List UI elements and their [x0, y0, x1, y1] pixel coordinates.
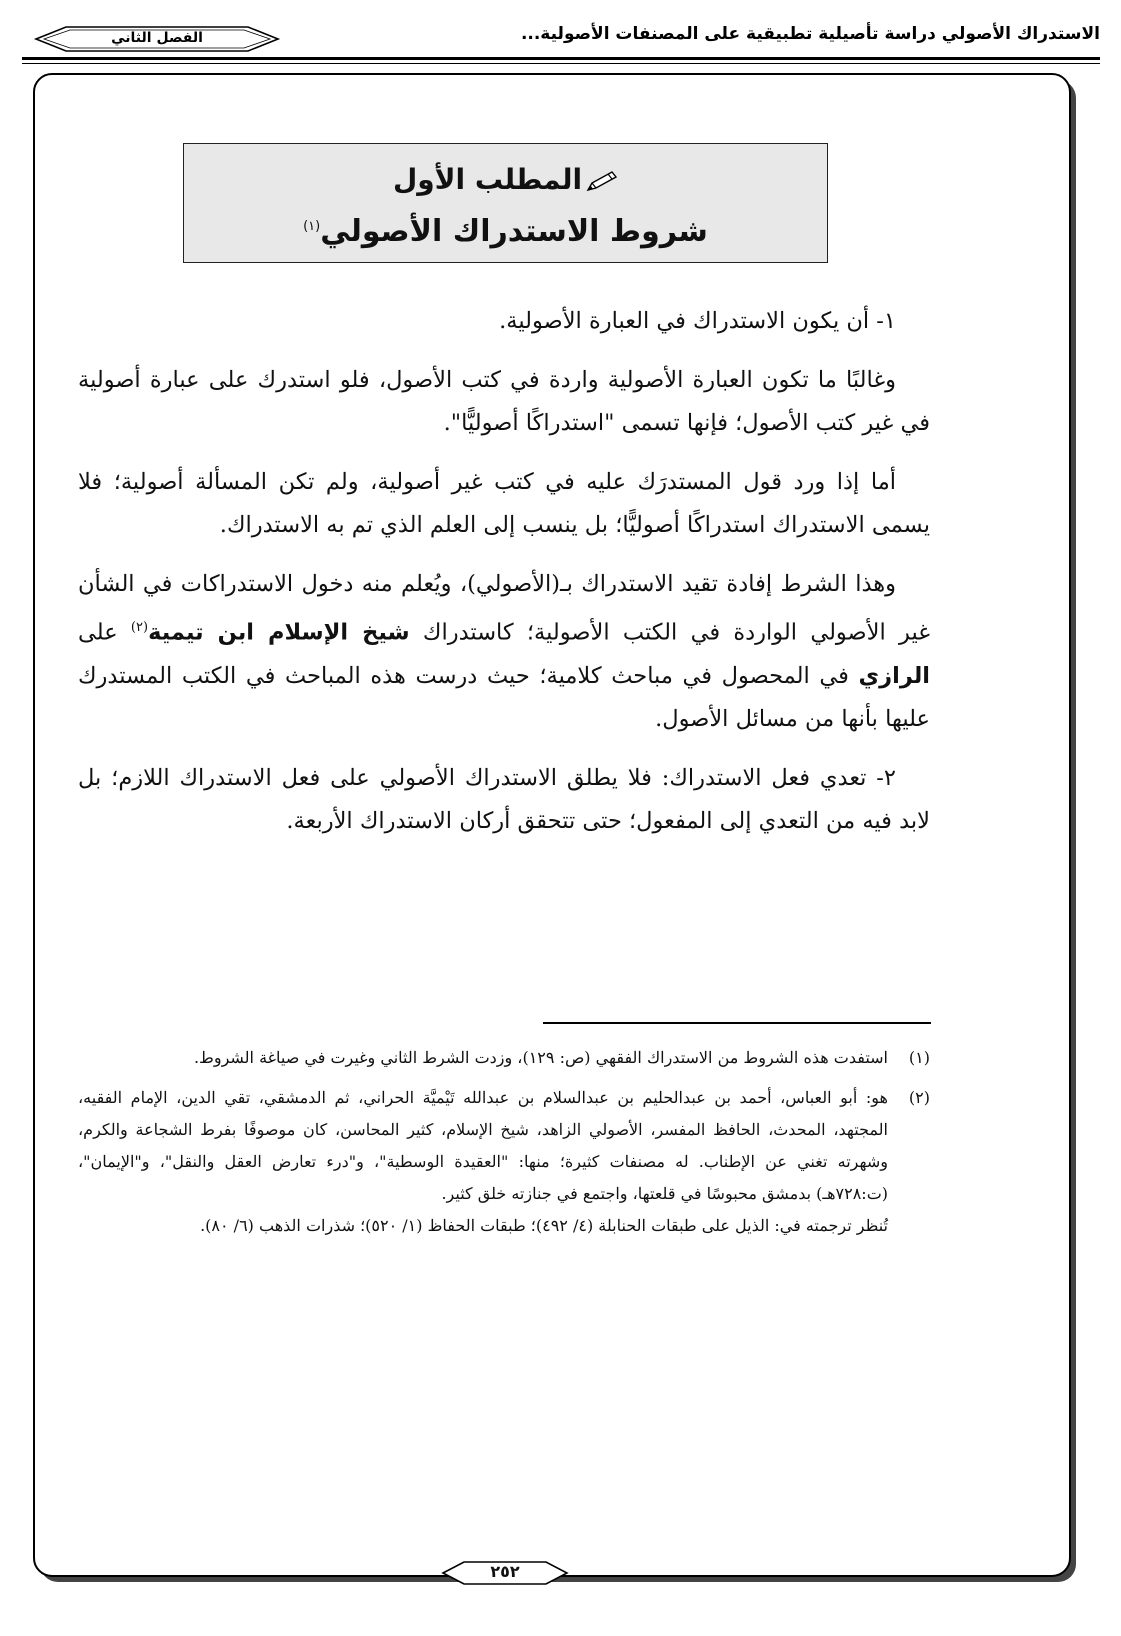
footnotes — [78, 1042, 930, 1250]
page-number: ٢٥٢ — [490, 1562, 520, 1581]
paragraph-4 — [78, 563, 930, 741]
pencil-icon — [586, 170, 618, 192]
footnote-ref-2[interactable]: (٢) — [130, 620, 149, 635]
paragraph-4-part-b: على — [78, 619, 131, 646]
footnote-number: (١) — [908, 1048, 930, 1067]
chapter-label: الفصل الثاني — [111, 30, 203, 46]
footnote-separator — [543, 1022, 931, 1024]
header-rule-thin — [22, 63, 1100, 64]
paragraph-4-part-c: في المحصول في مباحث كلامية؛ حيث درست هذه المباحث في الكتب المستدرك عليها بأنها من مسائل الأصول. — [78, 662, 930, 732]
section-subheading: شروط الاستدراك الأصولي — [320, 214, 708, 249]
footnote-text: استفدت هذه الشروط من الاستدراك الفقهي (ص: ١٢٩)، وزدت الشرط الثاني وغيرت في صياغة الشروط. — [193, 1048, 888, 1067]
footnote-text: هو: أبو العباس، أحمد بن عبدالحليم بن عبدالسلام بن عبدالله تَيْميَّة الحراني، ثم الدمشقي، تقي الدين، الإمام الفقيه، المجتهد، المحدث، الحافظ المفسر، الأصولي الزاهد، شيخ الإسلام، كثير المحاسن، كان موصوفًا بفرط الشجاعة والكرم، وشهرته تغني عن الإطناب. له مصنفات كثيرة؛ منها: "العقيدة الوسطية"، و"درء تعارض العقل والنقل"، و"الإيمان"، (ت:٧٢٨هـ) بدمشق محبوسًا في قلعتها، واجتمع في جنازته خلق كثير. — [78, 1088, 888, 1203]
section-subheading-line — [184, 208, 827, 251]
running-header — [22, 18, 1100, 70]
footnote-ref-1[interactable]: (١) — [303, 219, 321, 234]
condition-2: ٢- تعدي فعل الاستدراك: فلا يطلق الاستدراك الأصولي على فعل الاستدراك اللازم؛ بل لابد فيه من التعدي إلى المفعول؛ حتى تتحقق أركان الاستدراك الأربعة. — [78, 764, 930, 834]
body-text — [78, 300, 930, 859]
footnote-number: (٢) — [908, 1088, 930, 1107]
condition-1: ١- أن يكون الاستدراك في العبارة الأصولية. — [499, 308, 896, 334]
paragraph-2: وغالبًا ما تكون العبارة الأصولية واردة في كتب الأصول، فلو استدرك على عبارة أصولية في غير كتب الأصول؛ فإنها تسمى "استدراكًا أصوليًّا". — [78, 367, 930, 436]
person-name-ibn-taymiyya: شيخ الإسلام ابن تيمية — [148, 619, 410, 646]
page-number-tab — [440, 1560, 570, 1586]
footnote-2 — [78, 1082, 930, 1242]
section-heading: المطلب الأول — [392, 163, 583, 196]
book-title: الاستدراك الأصولي دراسة تأصيلية تطبيقية على المصنفات الأصولية... — [520, 24, 1100, 44]
footnote-source: تُنظر ترجمته في: الذيل على طبقات الحنابلة (٤/ ٤٩٢)؛ طبقات الحفاظ (١/ ٥٢٠)؛ شذرات الذهب (٦/ ٨٠). — [200, 1216, 888, 1235]
paragraph-4-part-a: وهذا الشرط إفادة تقيد الاستدراك بـ(الأصولي)، ويُعلم منه دخول الاستدراكات في الشأن غير الأصولي الواردة في الكتب الأصولية؛ كاستدراك — [78, 571, 931, 646]
chapter-tab — [32, 24, 282, 54]
section-heading-line — [184, 162, 827, 198]
section-title-box — [183, 143, 828, 263]
header-rule — [22, 57, 1100, 60]
paragraph-3: أما إذا ورد قول المستدرَك عليه في كتب غير أصولية، ولم تكن المسألة أصولية؛ فلا يسمى الاستدراك استدراكًا أصوليًّا؛ بل ينسب إلى العلم الذي تم به الاستدراك. — [78, 469, 930, 538]
person-name-razi: الرازي — [858, 662, 930, 689]
footnote-1 — [78, 1042, 930, 1074]
